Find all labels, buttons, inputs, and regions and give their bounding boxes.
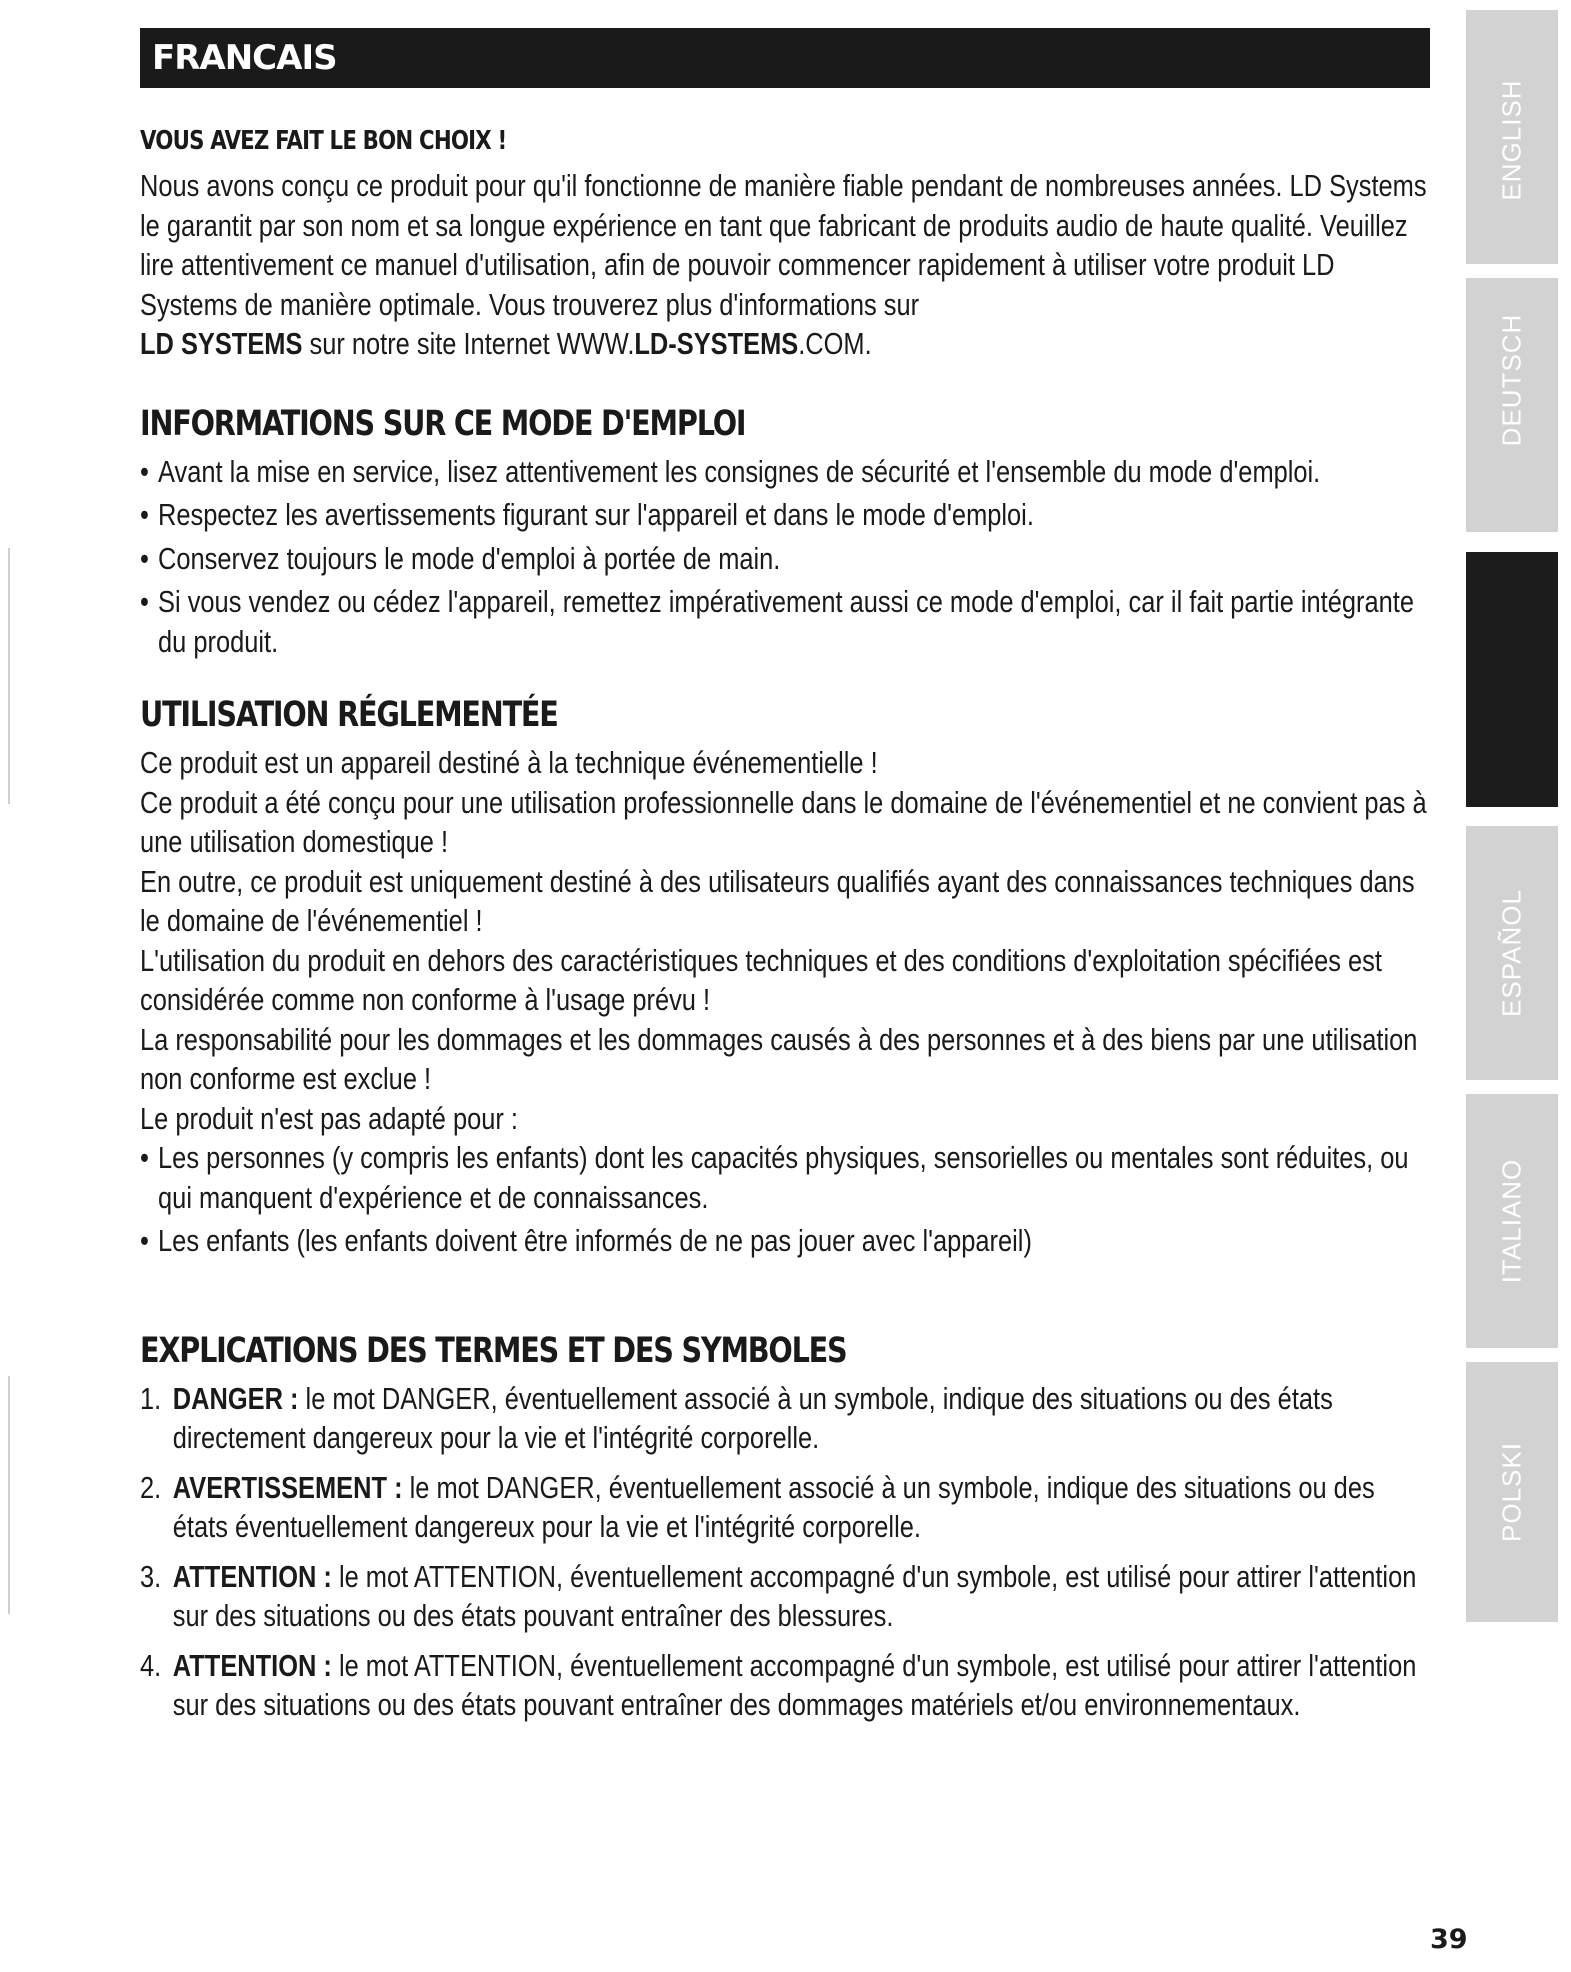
term-text: le mot ATTENTION, éventuellement accompagné d'un symbole, est utilisé pour attirer l'attention sur des situations ou des états pouvant entraîner des dommages matériels et/ou environnementaux. [172,1647,1417,1722]
term-label: ATTENTION : [172,1558,332,1594]
list-item: • Respectez les avertissements figurant sur l'appareil et dans le mode d'emploi. [140,495,1431,535]
term-text: le mot DANGER, éventuellement associé à un symbole, indique des situations ou des états éventuellement dangereux pour la vie et l'intégrité corporelle. [172,1469,1375,1544]
term-item [140,1468,1431,1547]
term-item [140,1557,1431,1636]
tab-francais[interactable] [1466,552,1558,807]
manual-info-section [140,404,1431,662]
list-item: • Si vous vendez ou cédez l'appareil, remettez impérativement aussi ce mode d'emploi, car il fait partie intégrante du produit. [140,582,1431,661]
term-number: 2. [140,1469,162,1505]
terms-section [140,1331,1431,1725]
intro-paragraph [140,166,1431,364]
term-number: 4. [140,1647,162,1683]
banner-title: FRANCAIS [152,38,337,78]
terms-list [140,1379,1431,1725]
usage-paragraph: En outre, ce produit est uniquement destiné à des utilisateurs qualifiés ayant des connaissances techniques dans le domaine de l'événementiel ! [140,863,1415,938]
term-label: DANGER : [172,1380,299,1416]
tab-deutsch-label: DEUTSCH [1496,313,1527,447]
page-content [140,120,1430,1735]
list-item: • Conservez toujours le mode d'emploi à portée de main. [140,539,1431,579]
tab-italiano-label: ITALIANO [1496,1158,1527,1284]
list-item: • Avant la mise en service, lisez attentivement les consignes de sécurité et l'ensemble du mode d'emploi. [140,452,1431,492]
manual-info-heading: INFORMATIONS SUR CE MODE D'EMPLOI [140,403,746,444]
tab-english-label: ENGLISH [1496,79,1527,201]
list-item: • Les personnes (y compris les enfants) dont les capacités physiques, sensorielles ou mentales sont réduites, ou qui manquent d'expérience et de connaissances. [140,1138,1431,1217]
margin-rule [8,548,10,804]
intro-text: Nous avons conçu ce produit pour qu'il fonctionne de manière fiable pendant de nombreuses années. LD Systems le garantit par son nom et sa longue expérience en tant que fabricant de produits audio de haute qualité. Veuillez lire attentivement ce manuel d'utilisation, afin de pouvoir commencer rapidement à utiliser votre produit LD Systems de manière optimale. Vous trouverez plus d'informations sur [140,168,1427,322]
website-suffix: .COM. [798,326,872,361]
tab-english[interactable] [1466,10,1558,264]
tab-deutsch[interactable] [1466,278,1558,532]
intro-section [140,126,1431,364]
usage-paragraph: Ce produit a été conçu pour une utilisation professionnelle dans le domaine de l'événementiel et ne convient pas à une utilisation domestique ! [140,784,1427,859]
terms-heading: EXPLICATIONS DES TERMES ET DES SYMBOLES [140,1330,847,1371]
usage-section [140,695,1431,1261]
tab-italiano[interactable] [1466,1094,1558,1348]
term-label: ATTENTION : [172,1647,332,1683]
term-number: 1. [140,1380,162,1416]
list-item: • Les enfants (les enfants doivent être informés de ne pas jouer avec l'appareil) [140,1221,1431,1261]
manual-info-list [140,452,1431,662]
term-item [140,1646,1431,1725]
brand-name: LD SYSTEMS [140,326,303,361]
section-banner [140,28,1430,88]
usage-paragraph: Ce produit est un appareil destiné à la technique événementielle ! [140,745,878,780]
tab-polski[interactable] [1466,1362,1558,1622]
term-text: le mot ATTENTION, éventuellement accompagné d'un symbole, est utilisé pour attirer l'attention sur des situations ou des états pouvant entraîner des blessures. [172,1558,1417,1633]
usage-heading: UTILISATION RÉGLEMENTÉE [140,695,558,735]
usage-list [140,1138,1431,1261]
page-number: 39 [1430,1924,1468,1955]
tab-espanol[interactable] [1466,826,1558,1080]
tab-polski-label: POLSKI [1496,1442,1527,1542]
website-domain: LD-SYSTEMS [634,326,799,361]
content-column [140,120,1431,1735]
term-item [140,1379,1431,1458]
term-label: AVERTISSEMENT : [172,1469,403,1505]
usage-paragraph: L'utilisation du produit en dehors des caractéristiques techniques et des conditions d'exploitation spécifiées est considérée comme non conforme à l'usage prévu ! [140,942,1382,1017]
tab-espanol-label: ESPAÑOL [1496,889,1527,1017]
margin-rule [8,1376,10,1614]
term-text: le mot DANGER, éventuellement associé à un symbole, indique des situations ou des états directement dangereux pour la vie et l'intégrité corporelle. [172,1380,1333,1455]
term-number: 3. [140,1558,162,1594]
usage-paragraph: Le produit n'est pas adapté pour : [140,1100,518,1136]
intro-site-prefix: sur notre site Internet WWW. [302,326,635,361]
usage-paragraph: La responsabilité pour les dommages et les dommages causés à des personnes et à des biens par une utilisation non conforme est exclue ! [140,1021,1418,1096]
intro-heading: VOUS AVEZ FAIT LE BON CHOIX ! [140,126,507,156]
